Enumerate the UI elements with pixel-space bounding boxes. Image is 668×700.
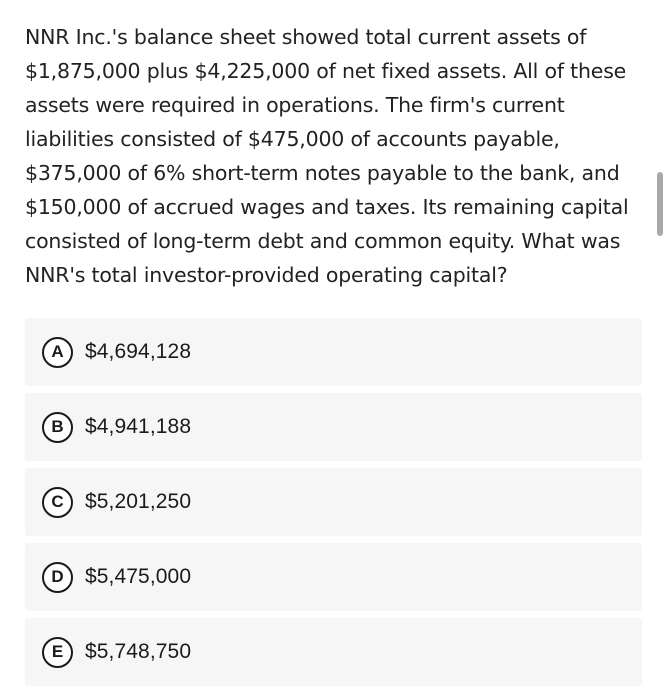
option-b[interactable] <box>25 393 642 461</box>
option-letter-badge: D <box>42 562 73 593</box>
option-a[interactable] <box>25 318 642 386</box>
question-text: NNR Inc.'s balance sheet showed total current assets of $1,875,000 plus $4,225,000 of net fixed assets. All of these assets were required in operations. The firm's current liabilities consisted of $475,000 of accounts payable, $375,000 of 6% short-term notes payable to the bank, and $150,000 of accrued wages and taxes. Its remaining capital consisted of long-term debt and common equity. What was NNR's total investor-provided operating capital? <box>25 25 629 287</box>
option-d[interactable] <box>25 543 642 611</box>
option-c[interactable] <box>25 468 642 536</box>
option-value: $5,475,000 <box>85 565 192 588</box>
scrollbar-thumb[interactable] <box>657 172 663 236</box>
option-e[interactable] <box>25 618 642 686</box>
option-letter-badge: E <box>42 637 73 668</box>
option-value: $4,694,128 <box>85 340 192 363</box>
option-letter-badge: A <box>42 337 73 368</box>
option-letter-badge: B <box>42 412 73 443</box>
answer-options <box>25 318 642 693</box>
option-value: $5,201,250 <box>85 490 192 513</box>
option-letter-badge: C <box>42 487 73 518</box>
option-value: $4,941,188 <box>85 415 192 438</box>
option-value: $5,748,750 <box>85 640 192 663</box>
